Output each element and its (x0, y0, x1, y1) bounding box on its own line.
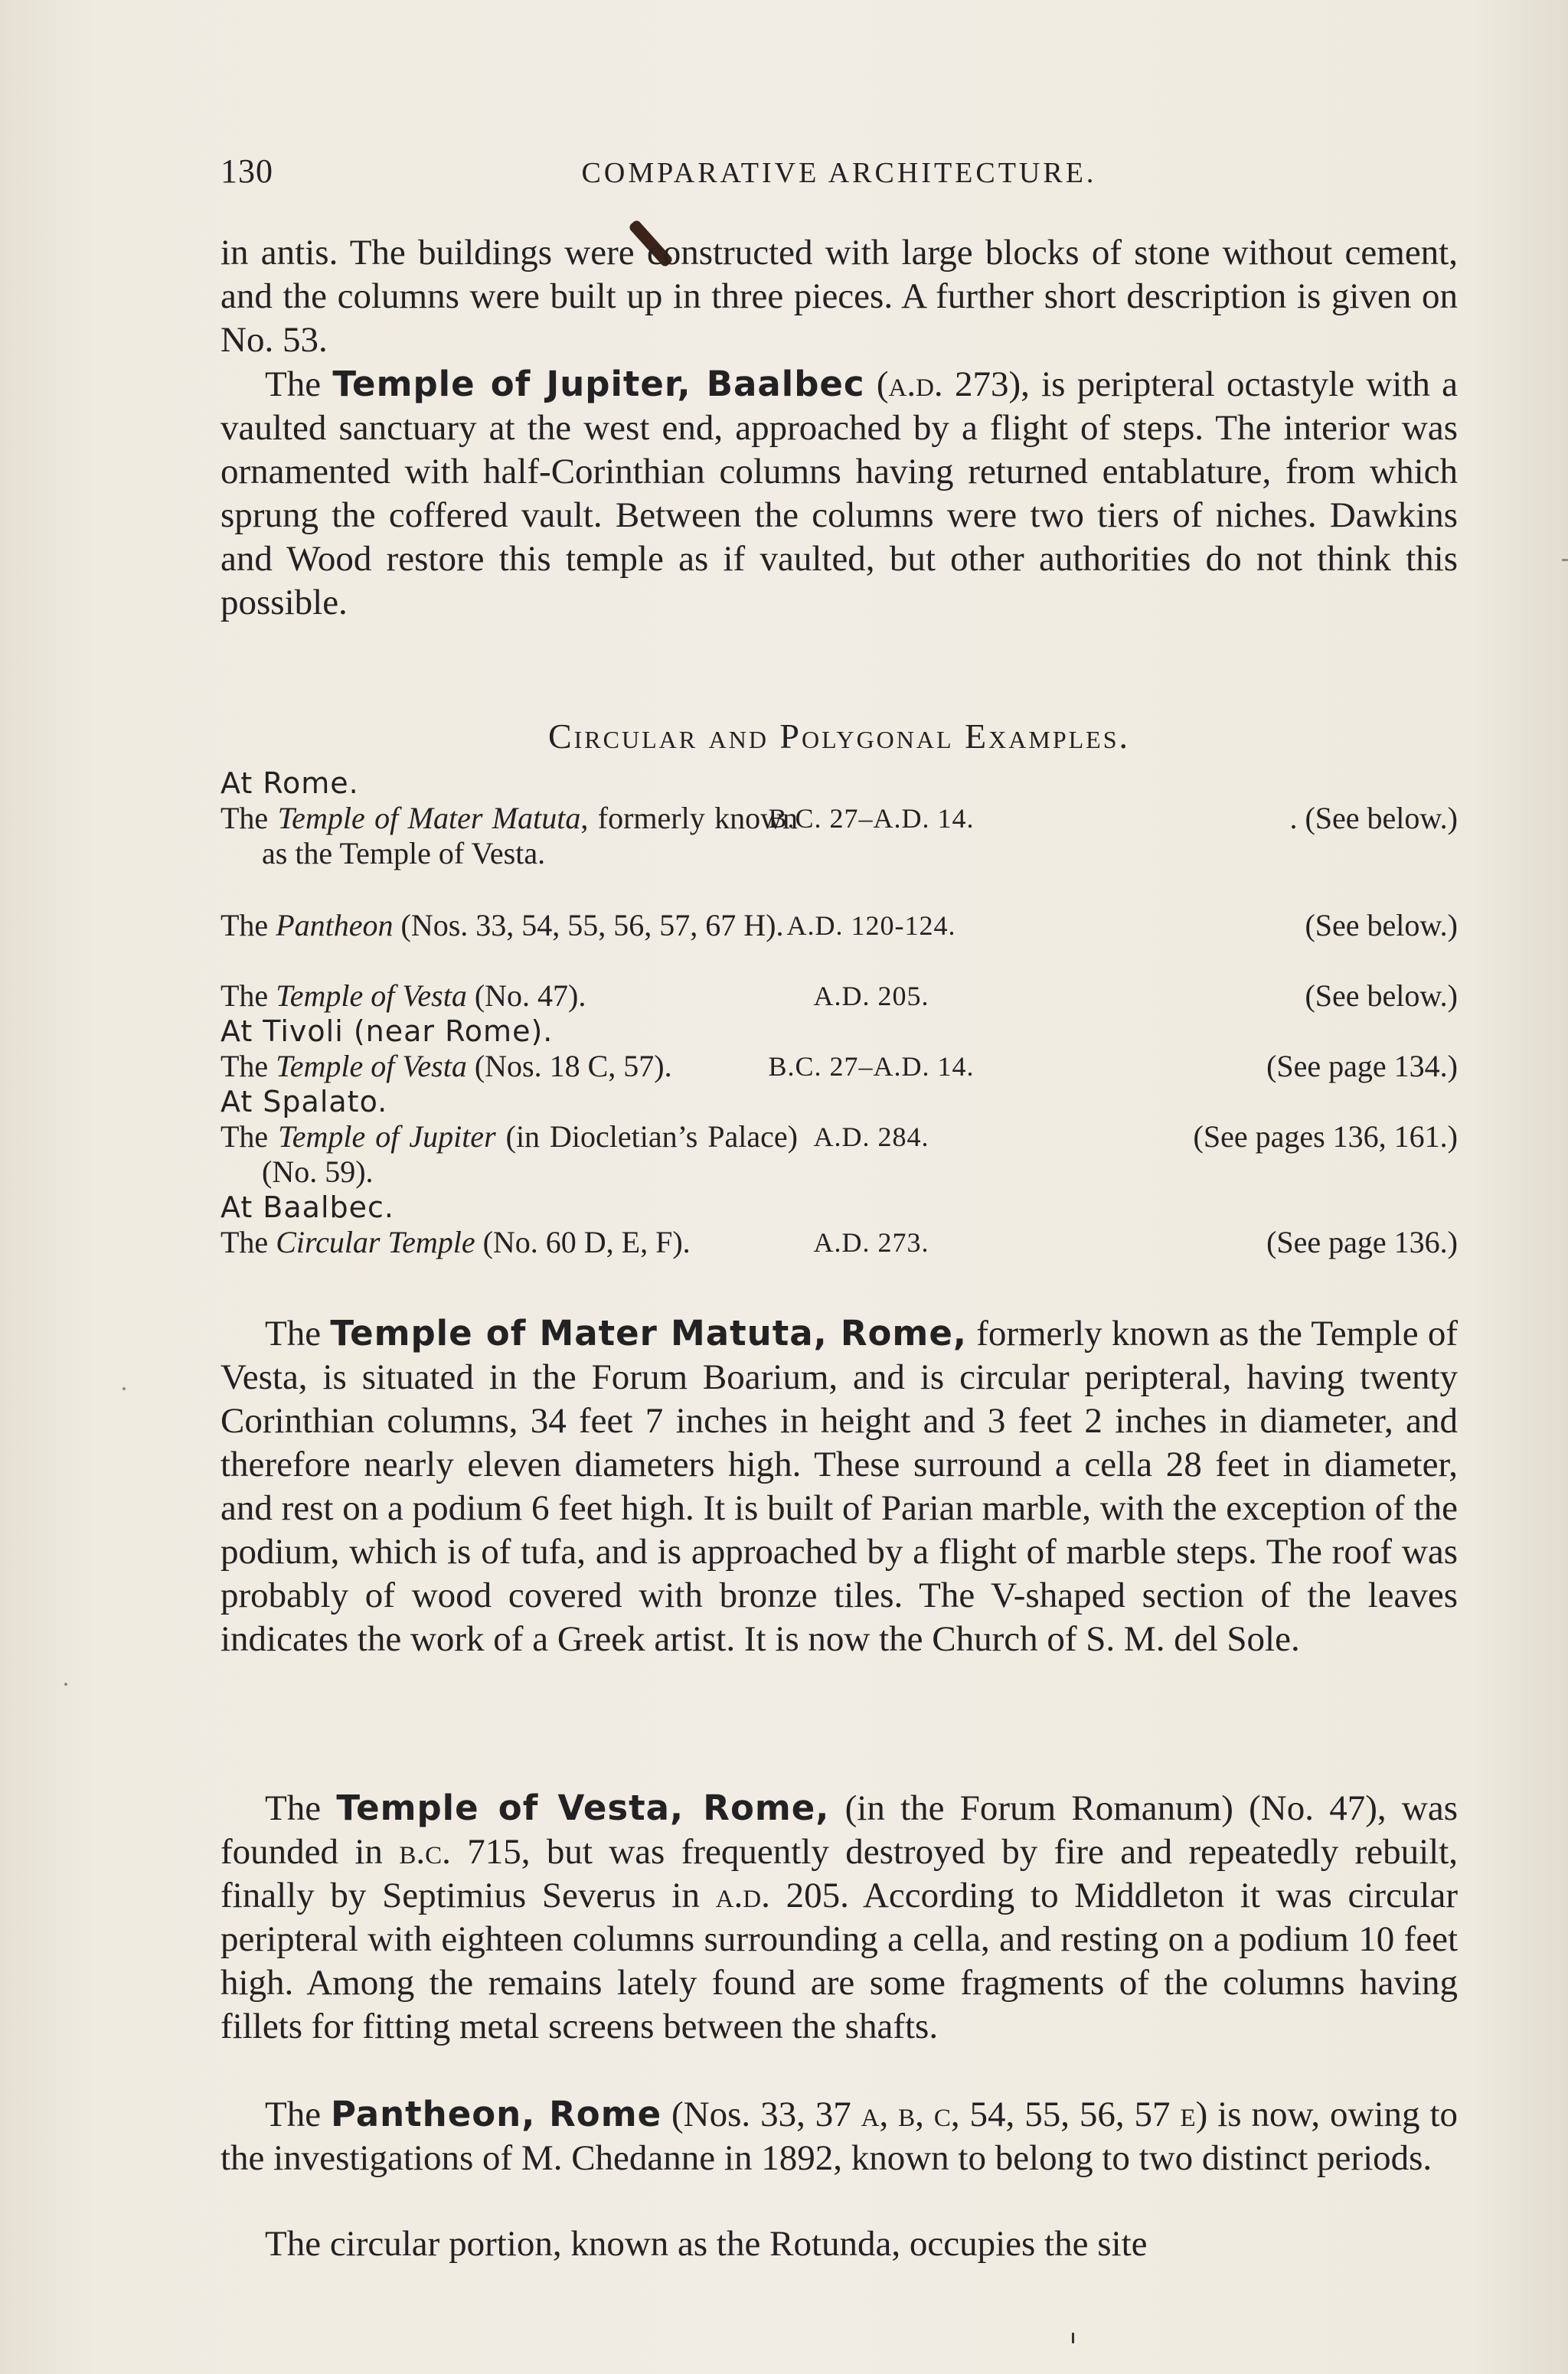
jupiter-date-open: ( (864, 364, 889, 404)
example-entry (220, 1049, 1458, 1084)
paper-speck (122, 1387, 126, 1390)
entry-reference: (See pages 136, 161.) (1193, 1119, 1458, 1154)
entry-suffix: (in Diocletian’s Palace) (No. 59). (262, 1119, 798, 1189)
mater-matuta-paragraph (220, 1311, 1458, 1661)
jupiter-title: Temple of Jupiter, Baalbec (332, 364, 865, 404)
entry-suffix: , formerly known as the Temple of Vesta. (262, 801, 799, 870)
paper-speck (64, 1683, 67, 1686)
entry-name: Pantheon (276, 908, 394, 942)
entry-reference: (See below.) (1305, 978, 1458, 1013)
vesta-lead: The (265, 1788, 337, 1828)
entry-prefix: The (220, 1049, 276, 1083)
pantheon-body-2: 54, 55, 56, 57 (959, 2095, 1181, 2134)
entry-reference: (See page 134.) (1266, 1049, 1458, 1083)
place-heading: At Rome. (220, 766, 359, 800)
example-entry (220, 978, 1458, 1014)
entry-name: Temple of Vesta (276, 1049, 467, 1083)
paper-speck (1072, 2333, 1074, 2343)
entry-name: Temple of Mater Matuta (277, 801, 581, 835)
vesta-bc: b.c. (399, 1832, 451, 1872)
jupiter-date: a.d. (888, 364, 943, 404)
entry-name: Circular Temple (276, 1225, 475, 1259)
mater-title: Temple of Mater Matuta, Rome, (330, 1313, 967, 1354)
paper-speck (1562, 559, 1568, 561)
entry-suffix: (Nos. 33, 54, 55, 56, 57, 67 H). (393, 908, 784, 942)
entry-suffix: (Nos. 18 C, 57). (466, 1049, 672, 1083)
entry-reference: . (See below.) (1289, 801, 1458, 835)
vesta-body-2: 715, but was frequently destroyed by fire and repeatedly rebuilt, finally by Septimius Severus in (220, 1832, 1458, 1915)
entry-date: B.C. 27–A.D. 14. (768, 803, 975, 834)
place-heading: At Tivoli (near Rome). (220, 1014, 554, 1048)
vesta-body-3: 205. According to Middleton it was circular peripteral with eighteen columns surrounding a cella, and resting on a podium 10 feet high. Among the remains lately found are some fragments of the columns having fillets for fitting metal screens between the shafts. (220, 1876, 1458, 2046)
pantheon-body-3: ) is now, owing to the investigations of M. Chedanne in 1892, known to belong to two distinct periods. (220, 2095, 1459, 2178)
jupiter-body: 273), is peripteral octastyle with a vaulted sanctuary at the west end, approached by a flight of steps. The interior was ornamented with half-Corinthian columns having returned entablature, from which sprung the coffered vault. Between the columns were two tiers of niches. Dawkins and Wood restore this temple as if vaulted, but other authorities do not think this possible. (220, 364, 1458, 622)
page-number: 130 (220, 152, 273, 190)
section-heading: Circular and Polygonal Examples. (547, 717, 1131, 756)
entry-reference: (See below.) (1305, 908, 1458, 942)
pantheon-title: Pantheon, Rome (331, 2094, 662, 2134)
pantheon-letter-e: e (1180, 2095, 1196, 2134)
place-heading: At Spalato. (220, 1085, 388, 1118)
place-heading: At Baalbec. (220, 1190, 394, 1224)
entry-date: A.D. 205. (813, 981, 929, 1011)
entry-prefix: The (220, 1119, 279, 1154)
entry-suffix: (No. 60 D, E, F). (475, 1225, 691, 1259)
mater-body: formerly known as the Temple of Vesta, is situated in the Forum Boarium, and is circular peripteral, having twenty Corinthian columns, 34 feet 7 inches in height and 3 feet 2 inches in diameter, and therefore nearly eleven diameters high. These surround a cella 28 feet in diameter, and rest on a podium 6 feet high. It is built of Parian marble, with the exception of the podium, which is of tufa, and is approached by a flight of marble steps. The roof was probably of wood covered with bronze tiles. The V-shaped section of the leaves indicates the work of a Greek artist. It is now the Church of S. M. del Sole. (220, 1314, 1458, 1659)
pantheon-letters: a, b, c, (861, 2095, 960, 2134)
vesta-title: Temple of Vesta, Rome, (336, 1788, 830, 1828)
entry-prefix: The (220, 978, 276, 1013)
pantheon-body-1: (Nos. 33, 37 (662, 2095, 861, 2134)
entry-date: B.C. 27–A.D. 14. (768, 1051, 975, 1082)
entry-prefix: The (220, 1225, 276, 1259)
jupiter-paragraph (220, 362, 1458, 625)
intro-paragraph: in antis. The buildings were constructed with large blocks of stone without cement, and the columns were built up in three pieces. A further short description is given on No. 53. (220, 233, 1458, 360)
entry-prefix: The (220, 908, 276, 942)
rotunda-paragraph: The circular portion, known as the Rotunda, occupies the site (265, 2224, 1148, 2264)
page-header (220, 152, 1458, 198)
entry-date: A.D. 273. (813, 1227, 929, 1258)
running-title: COMPARATIVE ARCHITECTURE. (581, 157, 1097, 189)
entry-name: Temple of Vesta (276, 978, 467, 1013)
entry-prefix: The (220, 801, 278, 835)
example-entry (220, 1225, 1458, 1295)
entry-date: A.D. 284. (813, 1122, 929, 1152)
example-entry (220, 908, 1458, 978)
mater-lead: The (265, 1314, 331, 1354)
vesta-ad: a.d. (715, 1876, 770, 1915)
pantheon-lead: The (265, 2095, 331, 2134)
vesta-body-1: (in the Forum Romanum) (No. 47), was founded in (220, 1788, 1458, 1872)
pantheon-paragraph (220, 2092, 1458, 2180)
examples-table (220, 766, 1458, 1295)
entry-date: A.D. 120-124. (786, 910, 956, 941)
entry-suffix: (No. 47). (466, 978, 586, 1013)
entry-name: Temple of Jupiter (278, 1119, 496, 1154)
example-entry (220, 1119, 1458, 1190)
entry-reference: (See page 136.) (1266, 1225, 1458, 1259)
jupiter-lead: The (265, 364, 333, 404)
example-entry (220, 801, 1458, 908)
vesta-paragraph (220, 1786, 1458, 2049)
